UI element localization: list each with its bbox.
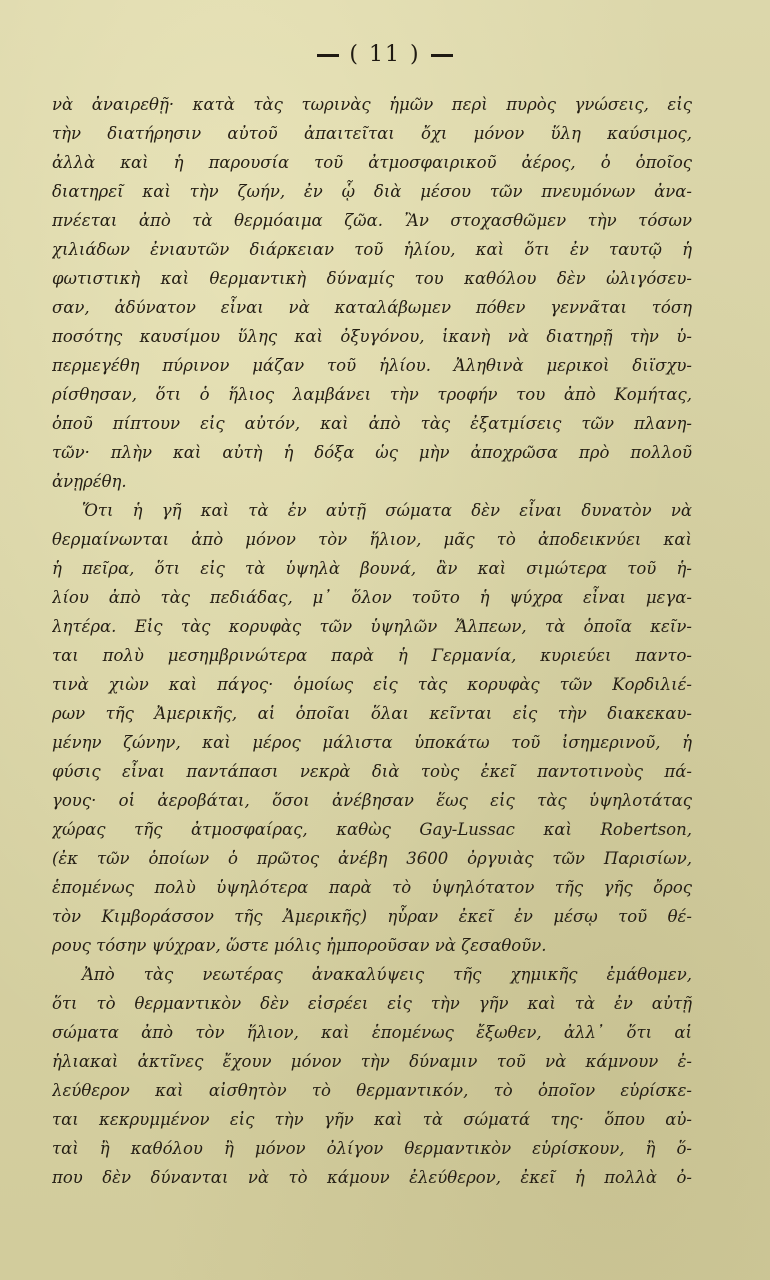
text-line: χιλιάδων ἐνιαυτῶν διάρκειαν τοῦ ἡλίου, καὶ ὅτι ἐν ταυτῷ ἡ [52, 240, 692, 259]
text-line: τῶν· πλὴν καὶ αὐτὴ ἡ δόξα ὡς μὴν ἀποχρῶσα πρὸ πολλοῦ [52, 443, 692, 462]
text-line: γους· οἱ ἀεροβάται, ὅσοι ἀνέβησαν ἕως εἰς τὰς ὑψηλοτάτας [52, 791, 692, 810]
text-line: λίου ἀπὸ τὰς πεδιάδας, μ᾽ ὅλον τοῦτο ἡ ψύχρα εἶναι μεγα- [52, 588, 692, 607]
header-dash-left [317, 54, 339, 57]
text-line: σαν, ἀδύνατον εἶναι νὰ καταλάβωμεν πόθεν γεννᾶται τόση [52, 298, 692, 317]
text-line: ἀλλὰ καὶ ἡ παρουσία τοῦ ἀτμοσφαιρικοῦ ἀέρος, ὁ ὁποῖος [52, 153, 692, 172]
text-line: τινὰ χιὼν καὶ πάγος· ὁμοίως εἰς τὰς κορυφὰς τῶν Κορδιλιέ- [52, 675, 692, 694]
text-line: φύσις εἶναι παντάπασι νεκρὰ διὰ τοὺς ἐκεῖ παντοτινοὺς πά- [52, 762, 692, 781]
text-line-paragraph-start: Ὅτι ἡ γῆ καὶ τὰ ἐν αὐτῇ σώματα δὲν εἶναι δυνατὸν νὰ [82, 501, 692, 520]
text-line: λητέρα. Εἰς τὰς κορυφὰς τῶν ὑψηλῶν Ἄλπεων, τὰ ὁποῖα κεῖν- [52, 617, 692, 636]
header-dash-right [431, 54, 453, 57]
text-line-paragraph-end: ἀνῃρέθη. [52, 472, 127, 491]
text-line: χώρας τῆς ἀτμοσφαίρας, καθὼς Gay-Lussac καὶ Robertson, [52, 820, 692, 839]
text-line: ὅτι τὸ θερμαντικὸν δὲν εἰσρέει εἰς τὴν γῆν καὶ τὰ ἐν αὐτῇ [52, 994, 692, 1013]
page-number: ( 11 ) [349, 42, 421, 67]
text-line: σώματα ἀπὸ τὸν ἥλιον, καὶ ἑπομένως ἔξωθεν, ἀλλ᾽ ὅτι αἱ [52, 1023, 692, 1042]
text-line: που δὲν δύνανται νὰ τὸ κάμουν ἐλεύθερον, ἐκεῖ ἡ πολλὰ ὀ- [52, 1168, 692, 1187]
text-line-paragraph-end: ρους τόσην ψύχραν, ὥστε μόλις ἠμποροῦσαν νὰ ζεσαθοῦν. [52, 936, 547, 955]
text-line: τὴν διατήρησιν αὐτοῦ ἀπαιτεῖται ὄχι μόνον ὕλη καύσιμος, [52, 124, 692, 143]
body-text [52, 90, 692, 1192]
text-line: λεύθερον καὶ αἰσθητὸν τὸ θερμαντικόν, τὸ ὁποῖον εὑρίσκε- [52, 1081, 692, 1100]
text-line: ἡ πεῖρα, ὅτι εἰς τὰ ὑψηλὰ βουνά, ἂν καὶ σιμώτερα τοῦ ἡ- [52, 559, 692, 578]
text-line: φωτιστικὴ καὶ θερμαντικὴ δύναμίς του καθόλου δὲν ὠλιγόσευ- [52, 269, 692, 288]
text-line-paragraph-start: Ἀπὸ τὰς νεωτέρας ἀνακαλύψεις τῆς χημικῆς ἐμάθομεν, [82, 965, 692, 984]
text-line: τὸν Κιμβοράσσον τῆς Ἀμερικῆς) ηὗραν ἐκεῖ ἐν μέσῳ τοῦ θέ- [52, 907, 692, 926]
text-line: ποσότης καυσίμου ὕλης καὶ ὀξυγόνου, ἱκανὴ νὰ διατηρῇ τὴν ὑ- [52, 327, 692, 346]
text-line: (ἐκ τῶν ὁποίων ὁ πρῶτος ἀνέβη 3600 ὀργυιὰς τῶν Παρισίων, [52, 849, 692, 868]
text-line: ταὶ ἢ καθόλου ἢ μόνον ὀλίγον θερμαντικὸν εὑρίσκουν, ἢ ὅ- [52, 1139, 692, 1158]
text-line: ἑπομένως πολὺ ὑψηλότερα παρὰ τὸ ὑψηλότατον τῆς γῆς ὄρος [52, 878, 692, 897]
text-line: θερμαίνωνται ἀπὸ μόνον τὸν ἥλιον, μᾶς τὸ ἀποδεικνύει καὶ [52, 530, 692, 549]
text-line: μένην ζώνην, καὶ μέρος μάλιστα ὑποκάτω τοῦ ἰσημερινοῦ, ἡ [52, 733, 692, 752]
text-line: ται πολὺ μεσημβρινώτερα παρὰ ἡ Γερμανία, κυριεύει παντο- [52, 646, 692, 665]
page-header [0, 42, 770, 67]
text-line: ὁποῦ πίπτουν εἰς αὐτόν, καὶ ἀπὸ τὰς ἐξατμίσεις τῶν πλανη- [52, 414, 692, 433]
text-line: πνέεται ἀπὸ τὰ θερμόαιμα ζῶα. Ἂν στοχασθῶμεν τὴν τόσων [52, 211, 692, 230]
text-line: νὰ ἀναιρεθῇ· κατὰ τὰς τωρινὰς ἡμῶν περὶ πυρὸς γνώσεις, εἰς [52, 95, 692, 114]
text-line: διατηρεῖ καὶ τὴν ζωήν, ἐν ᾧ διὰ μέσου τῶν πνευμόνων ἀνα- [52, 182, 692, 201]
text-line: ρων τῆς Ἀμερικῆς, αἱ ὁποῖαι ὅλαι κεῖνται εἰς τὴν διακεκαυ- [52, 704, 692, 723]
text-line: ται κεκρυμμένον εἰς τὴν γῆν καὶ τὰ σώματά της· ὅπου αὐ- [52, 1110, 692, 1129]
text-line: ἡλιακαὶ ἀκτῖνες ἔχουν μόνον τὴν δύναμιν τοῦ νὰ κάμνουν ἐ- [52, 1052, 692, 1071]
text-line: ρίσθησαν, ὅτι ὁ ἥλιος λαμβάνει τὴν τροφήν του ἀπὸ Κομήτας, [52, 385, 692, 404]
text-line: περμεγέθη πύρινον μάζαν τοῦ ἡλίου. Ἀληθινὰ μερικοὶ διϊσχυ- [52, 356, 692, 375]
